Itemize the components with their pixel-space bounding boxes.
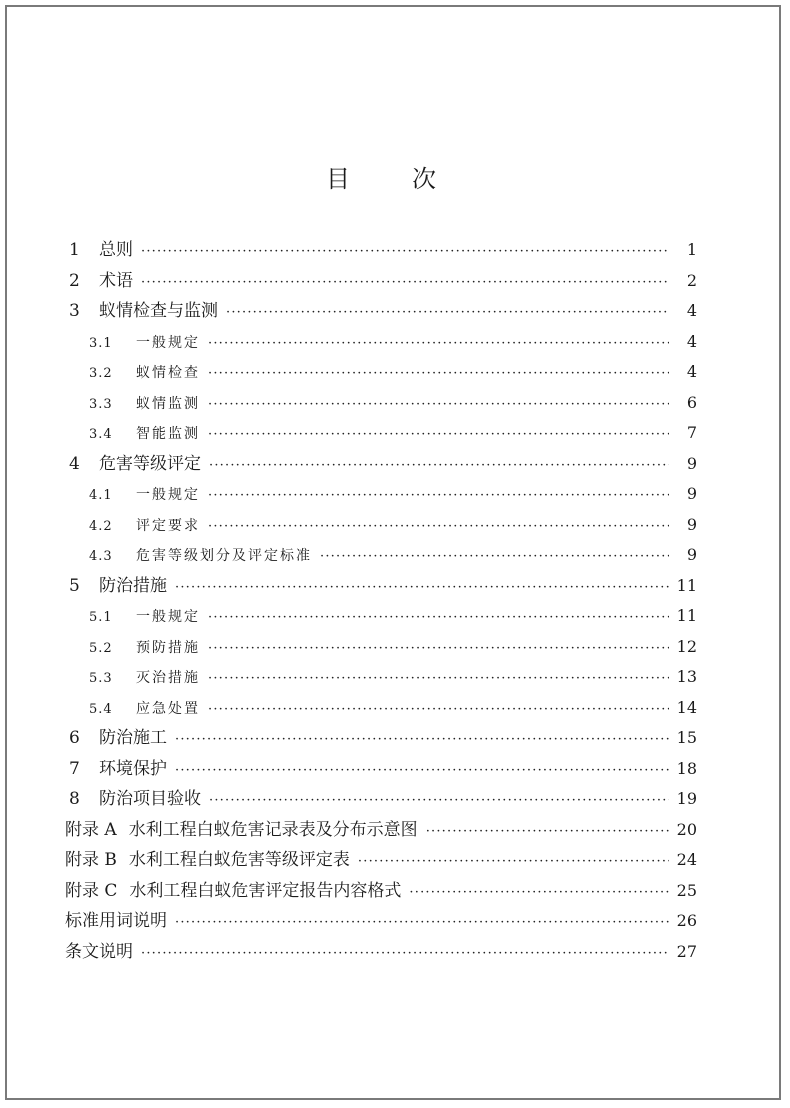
toc-entry-5-3[interactable] <box>65 662 697 693</box>
entry-page: 9 <box>686 484 697 503</box>
entry-number: 4 <box>69 453 80 474</box>
entry-page: 1 <box>686 240 697 259</box>
entry-title: 应急处置 <box>136 700 200 717</box>
entry-title: 总则 <box>99 240 133 260</box>
entry-title: 灭治措施 <box>136 670 200 686</box>
entry-page: 19 <box>676 789 697 808</box>
entry-page: 6 <box>686 392 697 412</box>
dot-leader <box>175 725 669 754</box>
entry-title: 术语 <box>99 270 133 291</box>
entry-title: 一般规定 <box>136 487 200 503</box>
entry-title: 蚁情监测 <box>136 395 200 412</box>
dot-leader <box>175 908 669 937</box>
dot-leader <box>208 420 669 449</box>
entry-page: 11 <box>676 575 697 595</box>
dot-leader <box>208 359 669 388</box>
toc-entry-4-1[interactable] <box>65 479 697 510</box>
entry-page: 18 <box>676 758 697 778</box>
entry-page: 4 <box>686 331 697 351</box>
toc-entry-4-2[interactable] <box>65 510 697 541</box>
entry-page: 24 <box>676 850 697 869</box>
toc-entry-1[interactable] <box>65 235 697 266</box>
dot-leader <box>208 664 669 693</box>
dot-leader <box>175 756 669 785</box>
entry-number: 5.3 <box>89 671 113 686</box>
entry-title: 条文说明 <box>65 941 133 962</box>
entry-title: 水利工程白蚁危害等级评定表 <box>128 850 350 870</box>
entry-number: 3.1 <box>89 335 113 351</box>
dot-leader <box>141 939 669 968</box>
entry-number: 3 <box>69 301 80 321</box>
entry-title: 防治项目验收 <box>99 789 201 809</box>
dot-leader <box>208 695 669 724</box>
entry-title: 环境保护 <box>99 758 167 779</box>
entry-number: 1 <box>69 240 80 260</box>
entry-number: 5.1 <box>89 610 113 625</box>
entry-number: 附录 C <box>65 880 118 901</box>
toc-entry-5-2[interactable] <box>65 632 697 663</box>
entry-page: 20 <box>676 819 697 839</box>
entry-number: 5.2 <box>89 640 113 656</box>
dot-leader <box>208 603 669 632</box>
toc-entry-8[interactable] <box>65 784 697 815</box>
entry-number: 3.3 <box>89 396 113 412</box>
dot-leader <box>320 542 669 571</box>
dot-leader <box>208 390 669 419</box>
entry-number: 4.1 <box>89 488 113 503</box>
entry-page: 9 <box>686 514 697 534</box>
entry-number: 4.2 <box>89 518 113 534</box>
toc-entry-5-1[interactable] <box>65 601 697 632</box>
dot-leader <box>208 512 669 541</box>
entry-number: 3.2 <box>89 366 113 381</box>
entry-page: 9 <box>686 453 697 473</box>
entry-title: 危害等级评定 <box>99 453 201 474</box>
entry-title: 防治措施 <box>99 575 167 596</box>
entry-page: 26 <box>676 911 697 930</box>
toc-entry-4[interactable] <box>65 449 697 480</box>
entry-title: 一般规定 <box>136 334 200 351</box>
toc-entry-2[interactable] <box>65 266 697 297</box>
toc-entry-appendix-a[interactable] <box>65 815 697 846</box>
toc-entry-6[interactable] <box>65 723 697 754</box>
dot-leader <box>208 634 669 663</box>
entry-number: 5 <box>69 575 80 596</box>
entry-title: 危害等级划分及评定标准 <box>136 548 312 564</box>
entry-page: 4 <box>686 301 697 320</box>
entry-page: 11 <box>676 606 697 625</box>
dot-leader <box>141 268 669 297</box>
dot-leader <box>175 573 669 602</box>
entry-number: 附录 A <box>65 819 117 840</box>
entry-number: 2 <box>69 270 80 291</box>
entry-title: 智能监测 <box>136 426 200 442</box>
title-char-1: 目 <box>326 165 352 193</box>
toc-entry-7[interactable] <box>65 754 697 785</box>
entry-title: 标准用词说明 <box>65 911 167 931</box>
toc-entry-4-3[interactable] <box>65 540 697 571</box>
entry-page: 13 <box>676 667 697 686</box>
toc-entry-appendix-b[interactable] <box>65 845 697 876</box>
entry-number: 4.3 <box>89 549 113 564</box>
table-of-contents <box>65 235 697 967</box>
dot-leader <box>358 847 669 876</box>
entry-number: 3.4 <box>89 427 113 442</box>
document-page <box>5 5 781 1100</box>
entry-title: 防治施工 <box>99 728 167 748</box>
title-char-2: 次 <box>412 165 438 193</box>
dot-leader <box>409 878 669 907</box>
dot-leader <box>208 481 669 510</box>
entry-number: 7 <box>69 758 80 779</box>
entry-page: 12 <box>676 636 697 656</box>
dot-leader <box>226 298 669 327</box>
entry-title: 水利工程白蚁危害评定报告内容格式 <box>129 880 402 901</box>
entry-title: 预防措施 <box>136 639 200 656</box>
entry-page: 9 <box>686 545 697 564</box>
toc-entry-3-4[interactable] <box>65 418 697 449</box>
toc-entry-3-3[interactable] <box>65 388 697 419</box>
dot-leader <box>426 817 669 846</box>
entry-number: 6 <box>69 728 80 748</box>
toc-entry-3-1[interactable] <box>65 327 697 358</box>
entry-page: 27 <box>676 941 697 961</box>
dot-leader <box>209 786 669 815</box>
entry-title: 蚁情检查 <box>136 365 200 381</box>
toc-entry-appendix-c[interactable] <box>65 876 697 907</box>
dot-leader <box>141 237 669 266</box>
entry-page: 14 <box>676 697 697 717</box>
entry-title: 蚁情检查与监测 <box>99 301 218 321</box>
dot-leader <box>208 329 669 358</box>
entry-page: 25 <box>676 880 697 900</box>
entry-page: 7 <box>686 423 697 442</box>
entry-number: 8 <box>69 789 80 809</box>
entry-title: 一般规定 <box>136 609 200 625</box>
toc-entry-5[interactable] <box>65 571 697 602</box>
entry-title: 水利工程白蚁危害记录表及分布示意图 <box>128 819 418 840</box>
entry-title: 评定要求 <box>136 517 200 534</box>
toc-entry-standard-terms[interactable] <box>65 906 697 937</box>
toc-entry-3-2[interactable] <box>65 357 697 388</box>
entry-number: 5.4 <box>89 701 113 717</box>
entry-number: 附录 B <box>65 850 117 870</box>
dot-leader <box>209 451 669 480</box>
entry-page: 15 <box>676 728 697 747</box>
entry-page: 4 <box>686 362 697 381</box>
toc-entry-3[interactable] <box>65 296 697 327</box>
page-title <box>7 159 757 194</box>
toc-entry-5-4[interactable] <box>65 693 697 724</box>
toc-entry-clause-explanation[interactable] <box>65 937 697 968</box>
entry-page: 2 <box>686 270 697 290</box>
